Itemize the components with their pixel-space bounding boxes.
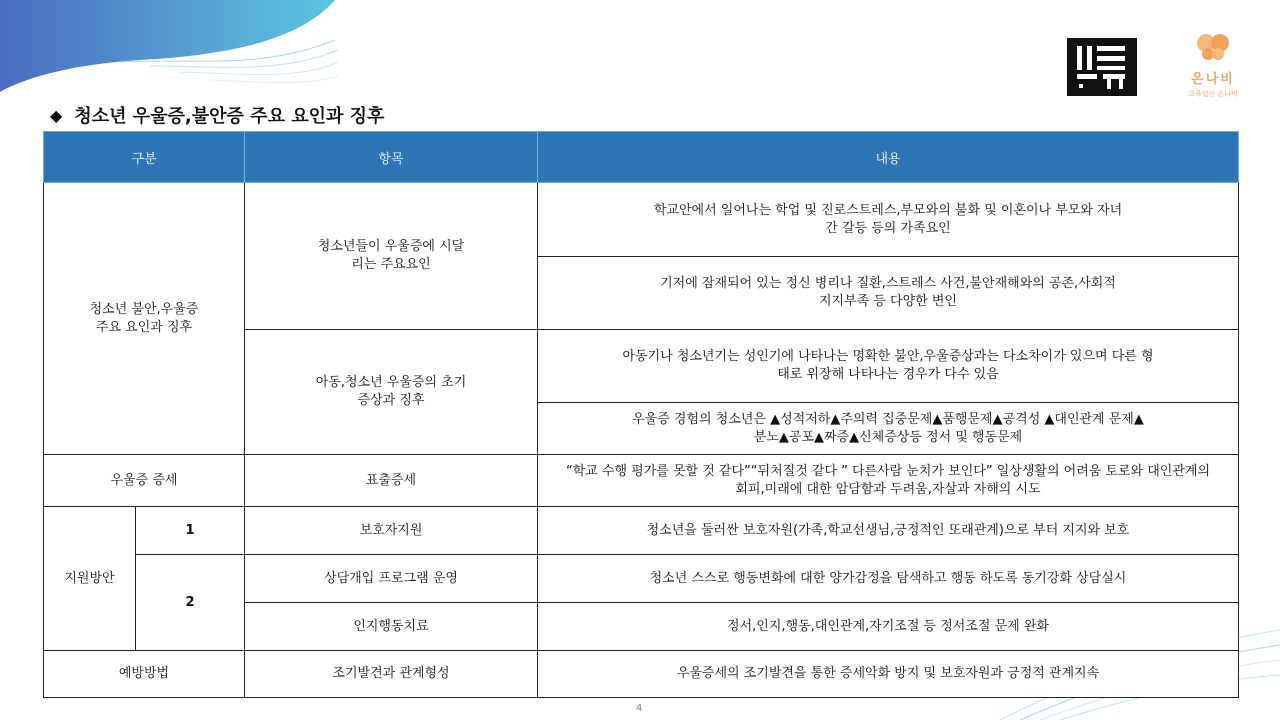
table-row	[44, 555, 1239, 603]
item-expressed-symptoms: 표출증세	[245, 455, 538, 507]
cell-content: “학교 수행 평가를 못할 것 같다”“뒤처질것 같다 ” 다른사람 눈치가 보인다” 일상생활의 어려움 토로와 대인관계의 회피,미래에 대한 암담함과 두려움,자살과 자해의 시도	[538, 455, 1239, 507]
section-support-label: 지원방안	[44, 507, 136, 651]
cell-content: 청소년 스스로 행동변화에 대한 양가감정을 탐색하고 행동 하도록 동기강화 상담실시	[538, 555, 1239, 603]
table-header-row	[44, 132, 1239, 183]
monogram-logo-icon	[1067, 38, 1137, 96]
support-number-2: 2	[136, 555, 245, 651]
item-early-symptoms: 아동,청소년 우울증의 초기증상과 징후	[245, 330, 538, 455]
brand-name: 온나비	[1191, 72, 1235, 87]
table-row	[44, 651, 1239, 698]
cell-content: 정서,인지,행동,대인관계,자기조절 등 정서조절 문제 완화	[538, 603, 1239, 651]
cell-content: 기저에 잠재되어 있는 정신 병리나 질환,스트레스 사건,불안재해와의 공존,사회적 지지부족 등 다양한 변인	[538, 257, 1239, 330]
item-major-factors: 청소년들이 우울증에 시달리는 주요요인	[245, 183, 538, 330]
cell-content: 우울증 경험의 청소년은 ▲성적저하▲주의력 집중문제▲품행문제▲공격성 ▲대인관계 문제▲분노▲공포▲짜증▲신체증상등 정서 및 행동문제	[538, 403, 1239, 455]
cell-content: 학교안에서 일어나는 학업 및 진로스트레스,부모와의 불화 및 이혼이나 부모와 자녀간 갈등 등의 가족요인	[538, 183, 1239, 257]
header-category: 구분	[44, 132, 245, 183]
factors-table	[43, 131, 1239, 698]
cell-content: 우울증세의 조기발견을 통한 증세악화 방지 및 보호자원과 긍정적 관계지속	[538, 651, 1239, 698]
item-cbt: 인지행동치료	[245, 603, 538, 651]
page-title	[50, 100, 384, 130]
butterfly-icon	[1195, 32, 1231, 62]
brand-logo-onnabi	[1168, 32, 1258, 102]
section-factors-label: 청소년 불안,우울증 주요 요인과 징후	[44, 183, 245, 455]
table-row	[44, 455, 1239, 507]
support-number-1: 1	[136, 507, 245, 555]
page-title-text: 청소년 우울증,불안증 주요 요인과 징후	[74, 106, 385, 127]
brand-subtitle: 교육법인 온나비	[1188, 90, 1238, 98]
section-symptoms-label: 우울증 증세	[44, 455, 245, 507]
header-wave-decoration	[0, 0, 340, 100]
section-prevention-label: 예방방법	[44, 651, 245, 698]
header-content: 내용	[538, 132, 1239, 183]
diamond-bullet-icon: ◆	[50, 105, 63, 125]
cell-content: 아동기나 청소년기는 성인기에 나타나는 명확한 불안,우울증상과는 다소차이가 있으며 다른 형태로 위장해 나타나는 경우가 다수 있음	[538, 330, 1239, 403]
table-row	[44, 507, 1239, 555]
cell-content: 청소년을 둘러싼 보호자원(가족,학교선생님,긍정적인 또래관계)으로 부터 지지와 보호	[538, 507, 1239, 555]
table-row	[44, 183, 1239, 257]
item-early-detection: 조기발견과 관계형성	[245, 651, 538, 698]
header-item: 항목	[245, 132, 538, 183]
brand-logo-black	[1067, 38, 1137, 96]
item-guardian-support: 보호자지원	[245, 507, 538, 555]
item-counseling-program: 상담개입 프로그램 운영	[245, 555, 538, 603]
page-number: 4	[636, 703, 643, 714]
